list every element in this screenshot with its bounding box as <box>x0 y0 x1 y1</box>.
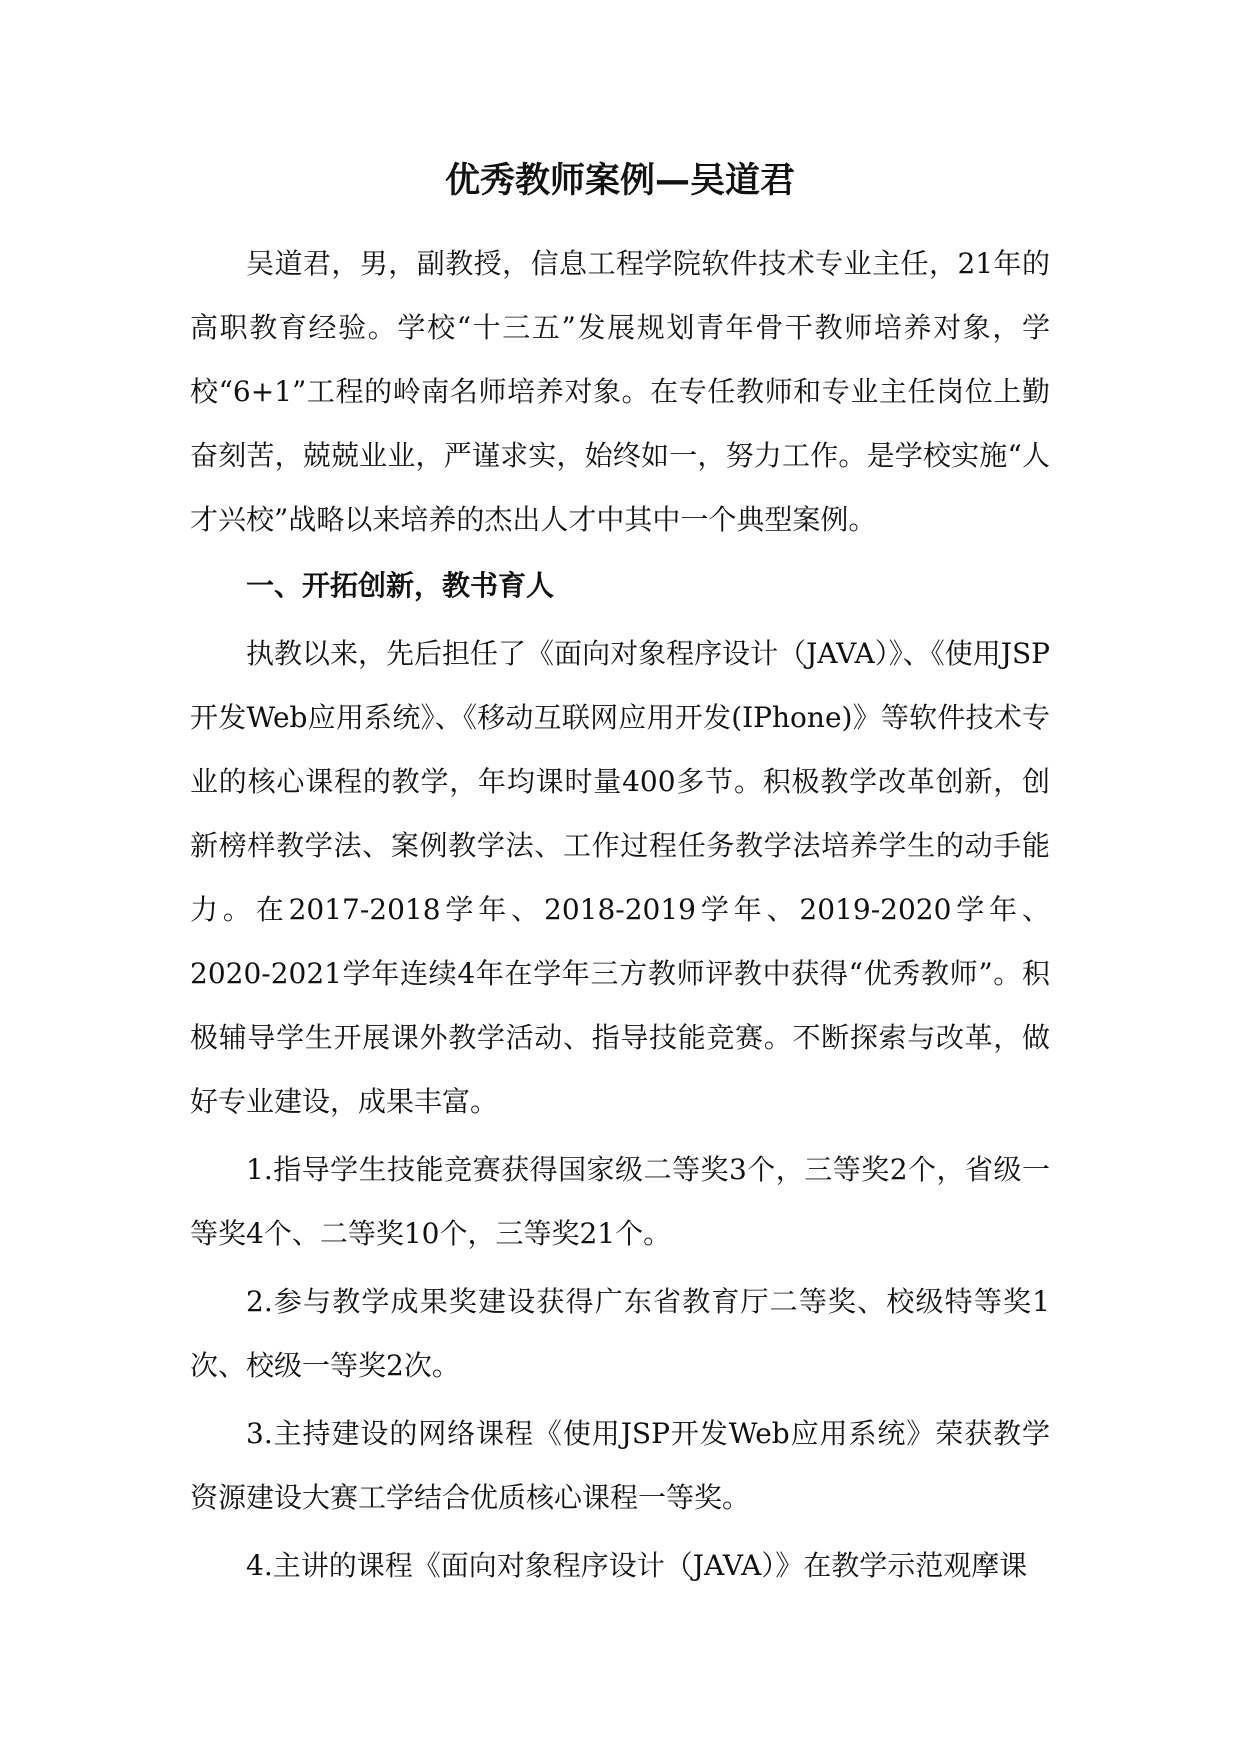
list-item: 4.主讲的课程《面向对象程序设计（JAVA）》在教学示范观摩课 <box>246 1549 1028 1582</box>
list-item: 2.参与教学成果奖建设获得广东省教育厅二等奖、校级特等奖1次、校级一等奖2次。 <box>190 1285 1050 1382</box>
section-paragraph: 执教以来，先后担任了《面向对象程序设计（JAVA）》、《使用JSP开发Web应用系统》、《移动互联网应用开发(IPhone)》等软件技术专业的核心课程的教学，年均课时量400多节。积极教学改革创新，创新榜样教学法、案例教学法、工作过程任务教学法培养学生的动手能力。在2017-2018学年、2018-2019学年、2019-2020学年、2020-2021学年连续4年在学年三方教师评教中获得“优秀教师”。积极辅导学生开展课外教学活动、指导技能竞赛。不断探索与改革，做好专业建设，成果丰富。 <box>190 637 1050 1118</box>
intro-paragraph: 吴道君，男，副教授，信息工程学院软件技术专业主任，21年的高职教育经验。学校“十三五”发展规划青年骨干教师培养对象，学校“6+1”工程的岭南名师培养对象。在专任教师和专业主任岗位上勤奋刻苦，兢兢业业，严谨求实，始终如一，努力工作。是学校实施“人才兴校”战略以来培养的杰出人才中其中一个典型案例。 <box>190 247 1050 536</box>
document-page <box>190 150 1050 1598</box>
document-title: 优秀教师案例—吴道君 <box>444 161 795 201</box>
section-heading: 一、开拓创新，教书育人 <box>246 569 555 602</box>
list-item: 3.主持建设的网络课程《使用JSP开发Web应用系统》荣获教学资源建设大赛工学结合优质核心课程一等奖。 <box>190 1417 1050 1514</box>
list-item: 1.指导学生技能竞赛获得国家级二等奖3个，三等奖2个，省级一等奖4个、二等奖10个，三等奖21个。 <box>190 1153 1050 1250</box>
